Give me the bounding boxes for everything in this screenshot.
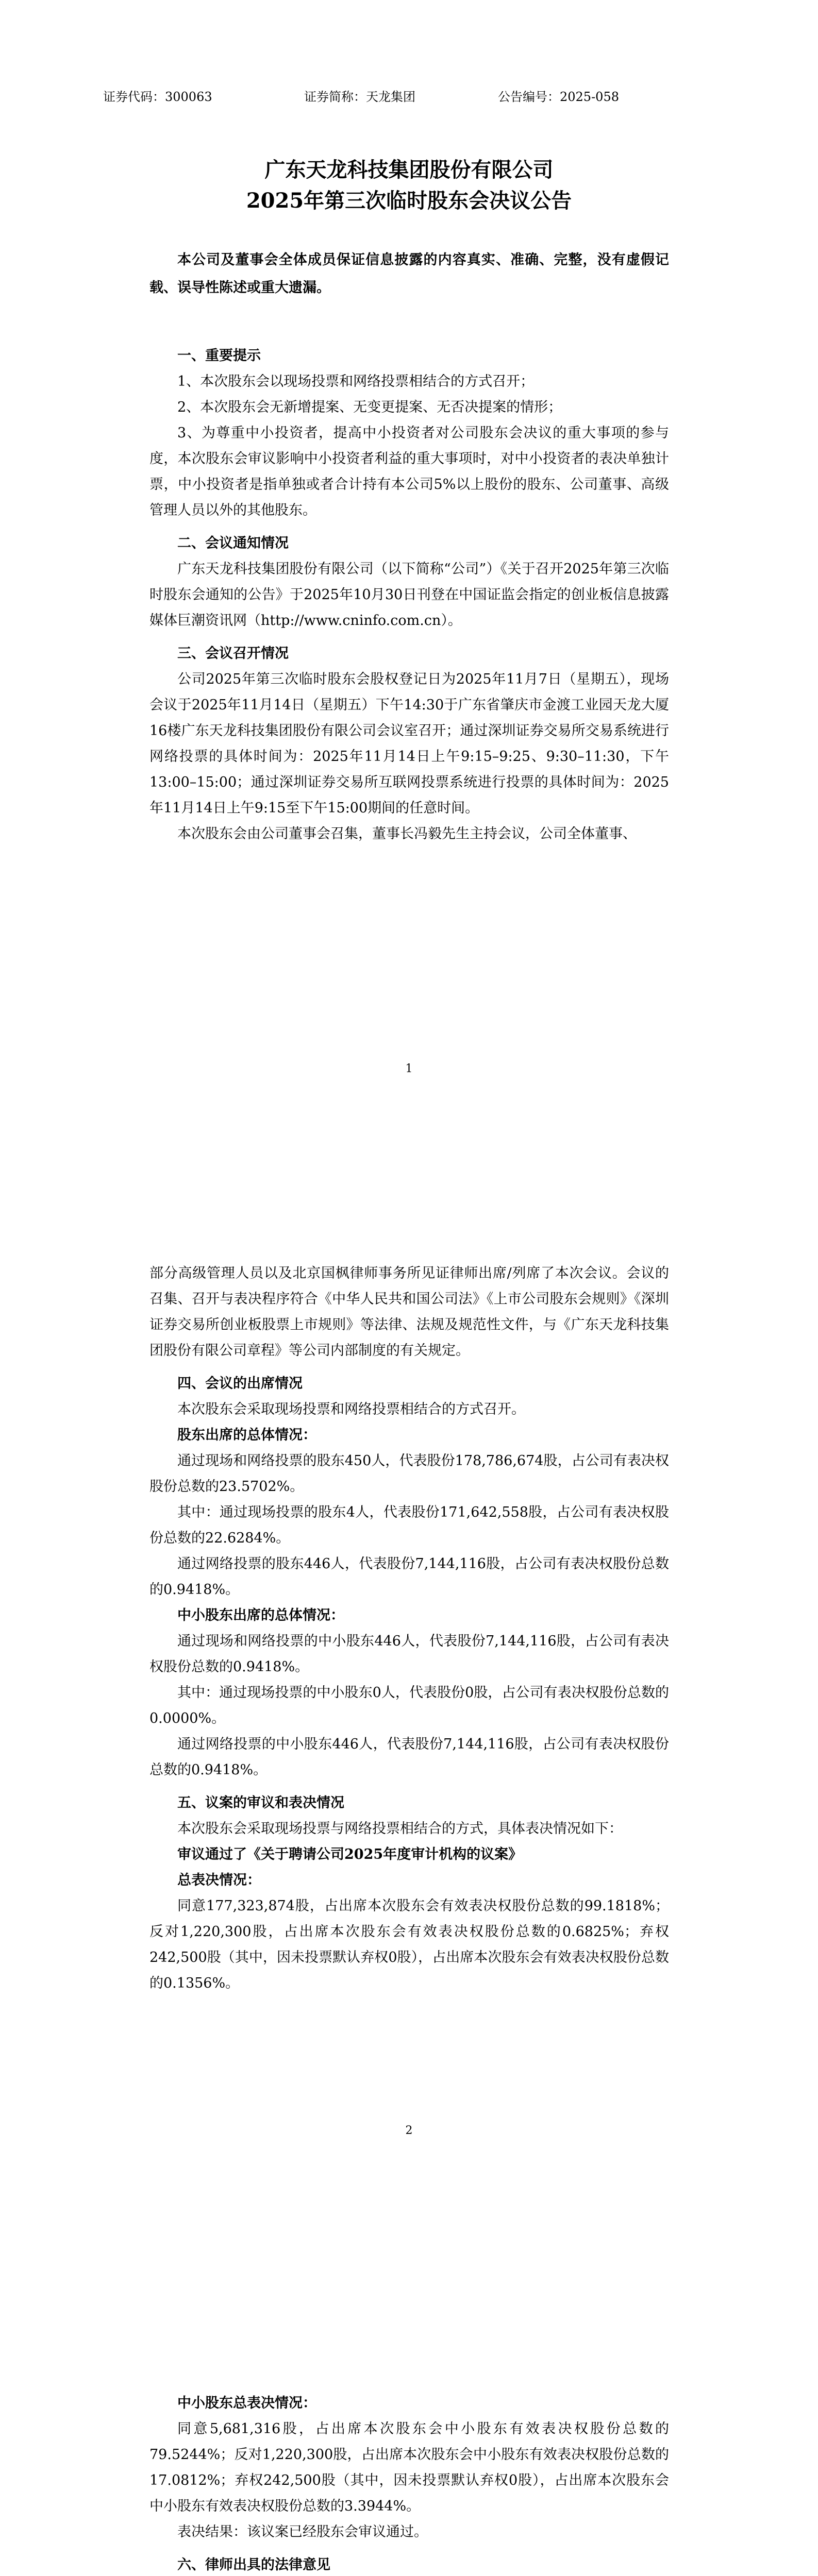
shareholders-total-1: 通过现场和网络投票的股东450人，代表股份178,786,674股，占公司有表决权股份总数的23.5702%。: [149, 1453, 669, 1495]
section-2-heading: 二、会议通知情况: [177, 535, 289, 551]
small-shareholders-2: 其中：通过现场投票的中小股东0人，代表股份0股，占公司有表决权股份总数的0.0000%。: [149, 1685, 669, 1726]
small-vote-result: 同意5,681,316股，占出席本次股东会中小股东有效表决权股份总数的79.5244%；反对1,220,300股，占出席本次股东会中小股东有效表决权股份总数的17.0812%；弃权242,500股（其中，因未投票默认弃权0股），占出席本次股东会中小股东有效表决权股份总数的3.3944%。: [149, 2421, 669, 2514]
page-1: [0, 0, 818, 1157]
page-number-2: 2: [405, 2124, 413, 2137]
section-5-heading: 五、议案的审议和表决情况: [177, 1795, 344, 1811]
section-1-item-2: 2、本次股东会无新增提案、无变更提案、无否决提案的情形；: [177, 399, 562, 415]
section-3-convener: 本次股东会由公司董事会召集，董事长冯毅先生主持会议，公司全体董事、: [177, 826, 637, 842]
page-number-1: 1: [405, 1062, 413, 1075]
section-3-heading: 三、会议召开情况: [177, 646, 289, 662]
small-shareholders-1: 通过现场和网络投票的中小股东446人，代表股份7,144,116股，占公司有表决权股份总数的0.9418%。: [149, 1633, 669, 1675]
page-3-body: [149, 2391, 669, 2576]
section-1-item-1: 1、本次股东会以现场投票和网络投票相结合的方式召开；: [177, 374, 535, 389]
page-1-body: [149, 246, 669, 847]
stock-short-name: 证券简称：天龙集团: [304, 90, 415, 104]
announcement-title: 2025年第三次临时股东会决议公告: [246, 189, 572, 213]
shareholders-total-3: 通过网络投票的股东446人，代表股份7,144,116股，占公司有表决权股份总数的0.9418%。: [149, 1556, 669, 1598]
section-6-heading: 六、律师出具的法律意见: [177, 2557, 330, 2573]
section-3-meeting-info: 公司2025年第三次临时股东会股权登记日为2025年11月7日（星期五），现场会议于2025年11月14日（星期五）下午14:30于广东省肇庆市金渡工业园天龙大厦16楼广东天龙科技集团股份有限公司会议室召开；通过深圳证券交易所交易系统进行网络投票的具体时间为：2025年11月14日上午9:15–9:25、9:30–11:30，下午13:00–15:00；通过深圳证券交易所互联网投票系统进行投票的具体时间为：2025年11月14日上午9:15至下午15:00期间的任意时间。: [149, 671, 669, 816]
shareholders-total-2: 其中：通过现场投票的股东4人，代表股份171,642,558股，占公司有表决权股份总数的22.6284%。: [149, 1504, 669, 1546]
page-3: [0, 2313, 818, 2576]
shareholders-total-heading: 股东出席的总体情况：: [177, 1427, 316, 1443]
page-2: [0, 1157, 818, 2313]
announcement-header: [103, 87, 715, 104]
section-4-heading: 四、会议的出席情况: [177, 1376, 303, 1392]
motion-title: 审议通过了《关于聘请公司2025年度审计机构的议案》: [177, 1846, 523, 1862]
section-4-intro: 本次股东会采取现场投票和网络投票相结合的方式召开。: [177, 1401, 525, 1417]
small-vote-heading: 中小股东总表决情况：: [177, 2395, 316, 2411]
company-title: 广东天龙科技集团股份有限公司: [264, 158, 554, 182]
section-5-intro: 本次股东会采取现场投票与网络投票相结合的方式，具体表决情况如下：: [177, 1821, 623, 1837]
total-vote-heading: 总表决情况：: [177, 1872, 261, 1888]
page-2-body: [149, 1261, 669, 1996]
section-1-item-3: 3、为尊重中小投资者，提高中小投资者对公司股东会决议的重大事项的参与度，本次股东会审议影响中小投资者利益的重大事项时，对中小投资者的表决单独计票，中小投资者是指单独或者合计持有本公司5%以上股份的股东、公司董事、高级管理人员以外的其他股东。: [149, 425, 669, 518]
vote-conclusion: 表决结果：该议案已经股东会审议通过。: [177, 2524, 428, 2540]
total-vote-result: 同意177,323,874股，占出席本次股东会有效表决权股份总数的99.1818%；反对1,220,300股，占出席本次股东会有效表决权股份总数的0.6825%；弃权242,500股（其中，因未投票默认弃权0股），占出席本次股东会有效表决权股份总数的0.1356%。: [149, 1898, 669, 1991]
small-shareholders-heading: 中小股东出席的总体情况：: [177, 1607, 344, 1623]
board-notice: 本公司及董事会全体成员保证信息披露的内容真实、准确、完整，没有虚假记载、误导性陈述或重大遗漏。: [149, 252, 669, 296]
small-shareholders-3: 通过网络投票的中小股东446人，代表股份7,144,116股，占公司有表决权股份总数的0.9418%。: [149, 1736, 669, 1778]
section-3-attendance: 部分高级管理人员以及北京国枫律师事务所见证律师出席/列席了本次会议。会议的召集、召开与表决程序符合《中华人民共和国公司法》《上市公司股东会规则》《深圳证券交易所创业板股票上市规则》等法律、法规及规范性文件，与《广东天龙科技集团股份有限公司章程》等公司内部制度的有关规定。: [149, 1265, 669, 1359]
section-2-text: 广东天龙科技集团股份有限公司（以下简称“公司”）《关于召开2025年第三次临时股东会通知的公告》于2025年10月30日刊登在中国证监会指定的创业板信息披露媒体巨潮资讯网（http://www.cninfo.com.cn）。: [149, 561, 669, 629]
stock-code: 证券代码：300063: [103, 90, 212, 104]
notice-number: 公告编号：2025-058: [498, 90, 619, 104]
section-1-heading: 一、重要提示: [177, 348, 261, 364]
